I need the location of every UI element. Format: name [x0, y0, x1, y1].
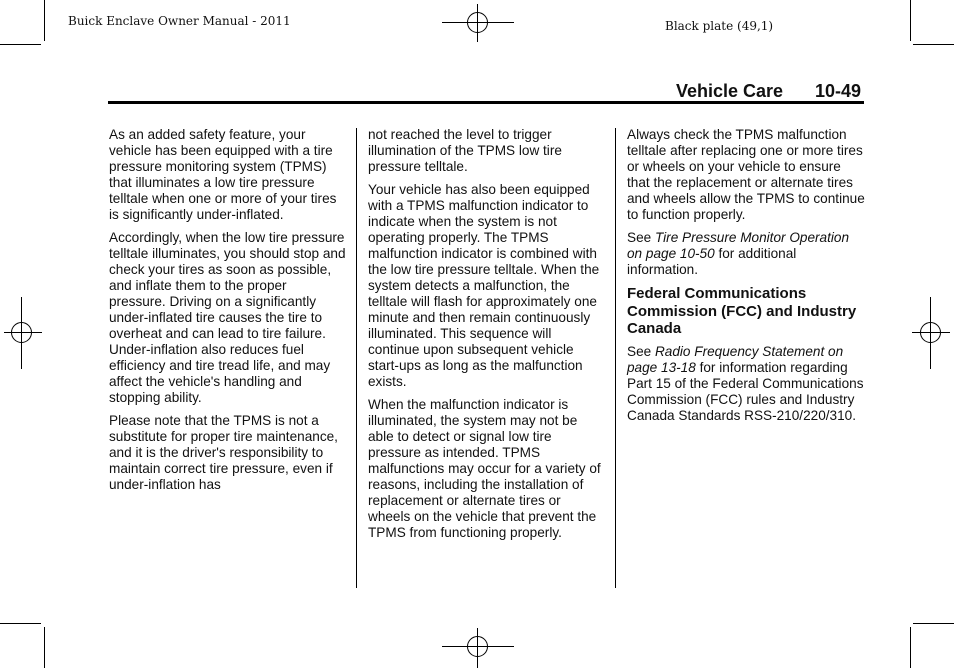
crop-mark-bl-h: [0, 623, 41, 624]
crop-mark-tr-v: [910, 0, 911, 41]
registration-mark-top: [442, 2, 514, 44]
paragraph: Accordingly, when the low tire pressure telltale illuminates, you should stop and check your tires as soon as possible, and inflate them to the proper pressure. Driving on a significantly under-inflated tire causes the tire to overheat and can lead to tire failure. Under-inflation also reduces fuel efficiency and tire tread life, and may affect the vehicle's handling and stopping ability.: [109, 230, 346, 405]
column-divider-1: [356, 128, 357, 588]
crop-mark-tl-h: [0, 44, 41, 45]
header-rule: [108, 101, 864, 104]
cross-reference: Tire Pressure Monitor Operation on page 10-50: [627, 230, 850, 261]
registration-mark-bottom: [442, 624, 514, 668]
plate-label: Black plate (49,1): [665, 19, 774, 33]
paragraph: As an added safety feature, your vehicle has been equipped with a tire pressure monitoring system (TPMS) that illuminates a low tire pressure telltale when one or more of your tires is significantly under-inflated.: [109, 127, 337, 222]
paragraph-reference: [627, 344, 867, 424]
registration-mark-right: [910, 297, 954, 369]
text: for information regarding Part 15 of the Federal Communications Commission (FCC) rules and Industry Canada Standards RSS-210/220/310.: [627, 359, 864, 423]
crop-mark-bl-v: [44, 627, 45, 668]
column-3: [627, 127, 867, 431]
crop-mark-br-v: [910, 627, 911, 668]
section-heading: Federal Communications Commission (FCC) and Industry Canada: [627, 285, 857, 337]
paragraph: Always check the TPMS malfunction telltale after replacing one or more tires or wheels on your vehicle to ensure that the replacement or alternate tires and wheels allow the TPMS to continue to function properly.: [627, 127, 865, 222]
paragraph: When the malfunction indicator is illuminated, the system may not be able to detect or signal low tire pressure as intended. TPMS malfunctions may occur for a variety of reasons, including the installation of replacement or alternate tires or wheels on the vehicle that prevent the TPMS from functioning properly.: [368, 397, 601, 540]
page-number: 10-49: [815, 81, 862, 101]
manual-title: Buick Enclave Owner Manual - 2011: [68, 14, 291, 28]
column-1: [109, 127, 347, 500]
paragraph: not reached the level to trigger illumination of the TPMS low tire pressure telltale.: [368, 127, 562, 174]
registration-mark-left: [0, 297, 44, 369]
paragraph: Please note that the TPMS is not a substitute for proper tire maintenance, and it is the driver's responsibility to maintain correct tire pressure, even if under-inflation has: [109, 413, 338, 492]
paragraph-reference: [627, 230, 867, 278]
text: See: [627, 230, 655, 245]
cross-reference: Radio Frequency Statement on page 13-18: [627, 343, 844, 375]
column-divider-2: [615, 128, 616, 588]
paragraph: Your vehicle has also been equipped with a TPMS malfunction indicator to indicate when the system is not operating properly. The TPMS malfunction indicator is combined with the low tire pressure telltale. When the system detects a malfunction, the telltale will flash for approximately one minute and then remain continuously illuminated. This sequence will continue upon subsequent vehicle start-ups as long as the malfunction exists.: [368, 182, 600, 389]
crop-mark-tr-h: [913, 44, 954, 45]
text: See: [627, 343, 655, 359]
crop-mark-br-h: [913, 623, 954, 624]
column-2: [368, 127, 606, 548]
section-title: Vehicle Care: [676, 81, 784, 101]
crop-mark-tl-v: [44, 0, 45, 41]
text: for additional information.: [627, 246, 797, 277]
